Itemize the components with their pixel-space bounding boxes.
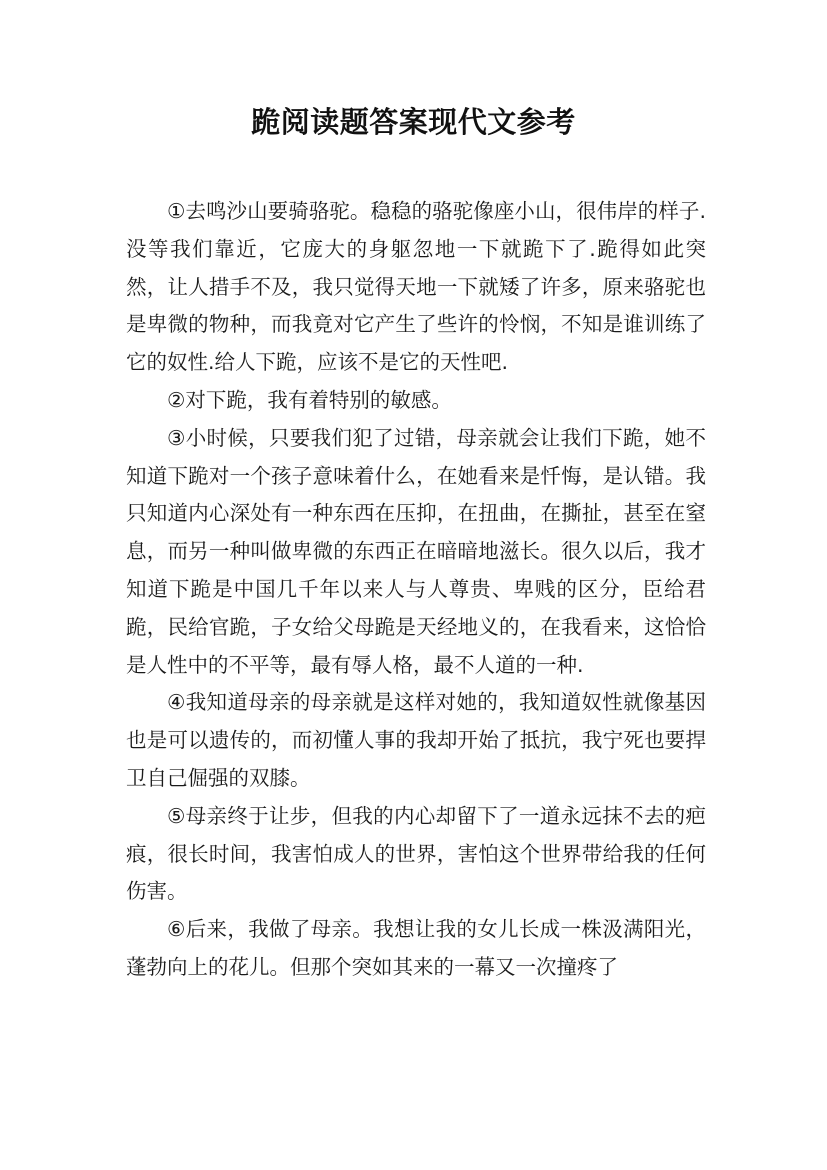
article-body xyxy=(126,193,706,987)
page-title: 跪阅读题答案现代文参考 xyxy=(251,105,576,139)
paragraph-4: ④我知道母亲的母亲就是这样对她的，我知道奴性就像基因也是可以遗传的，而初懂人事的我却开始了抵抗，我宁死也要捍卫自己倔强的双膝。 xyxy=(126,690,706,790)
paragraph-2: ②对下跪，我有着特别的敏感。 xyxy=(167,387,452,412)
paragraph-1: ①去鸣沙山要骑骆驼。稳稳的骆驼像座小山，很伟岸的样子.没等我们靠近，它庞大的身躯忽地一下就跪下了.跪得如此突然，让人措手不及，我只觉得天地一下就矮了许多，原来骆驼也是卑微的物种，而我竟对它产生了些许的怜悯，不知是谁训练了它的奴性.给人下跪，应该不是它的天性吧. xyxy=(126,199,706,375)
paragraph-5: ⑤母亲终于让步，但我的内心却留下了一道永远抹不去的疤痕，很长时间，我害怕成人的世界，害怕这个世界带给我的任何伤害。 xyxy=(126,803,706,904)
paragraph-6: ⑥后来，我做了母亲。我想让我的女儿长成一株汲满阳光，蓬勃向上的花儿。但那个突如其来的一幕又一次撞疼了 xyxy=(126,917,706,979)
paragraph-3: ③小时候，只要我们犯了过错，母亲就会让我们下跪，她不知道下跪对一个孩子意味着什么，在她看来是忏悔，是认错。我只知道内心深处有一种东西在压抑，在扭曲，在撕扯，甚至在窒息，而另一种叫做卑微的东西正在暗暗地滋长。很久以后，我才知道下跪是中国几千年以来人与人尊贵、卑贱的区分，臣给君跪，民给官跪，子女给父母跪是天经地义的，在我看来，这恰恰是人性中的不平等，最有辱人格，最不人道的一种. xyxy=(126,425,706,677)
